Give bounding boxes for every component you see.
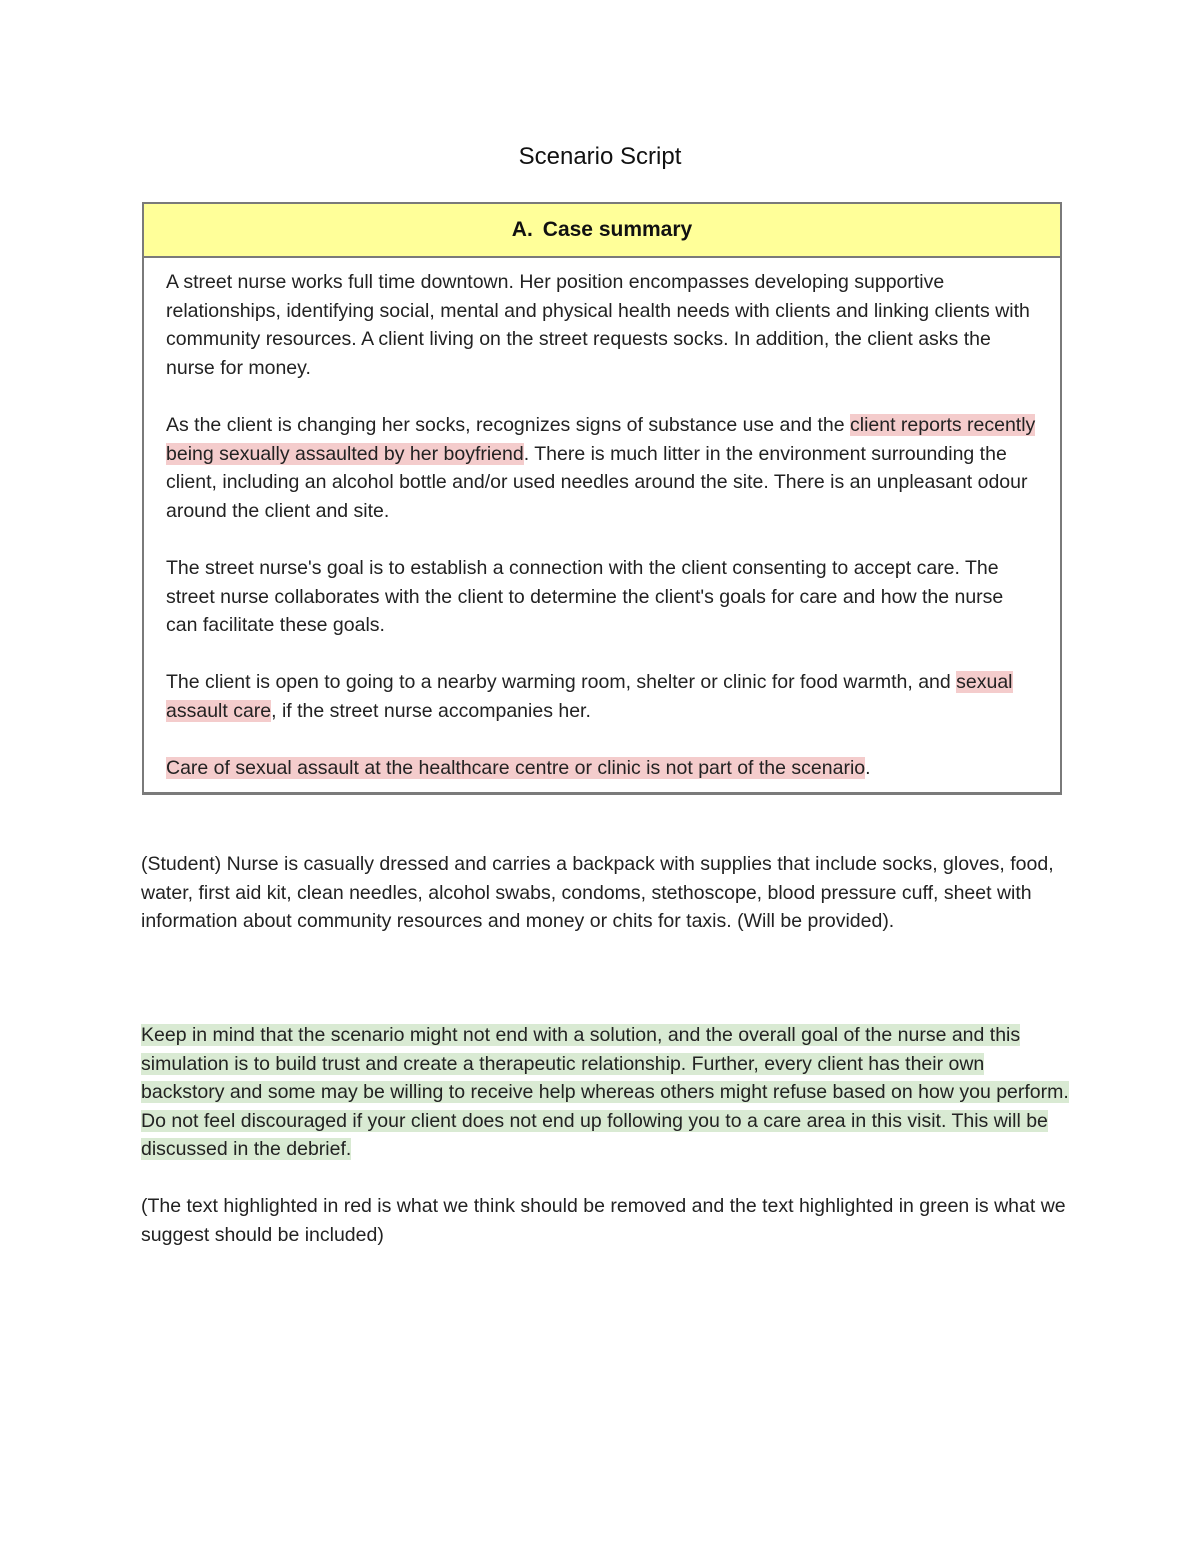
green-suggestion-paragraph — [141, 1021, 1071, 1164]
green-highlight-text: Keep in mind that the scenario might not end with a solution, and the overall goal of the nurse and this simulation is to build trust and create a therapeutic relationship. Further, every client has their own backstory and some may be willing to receive help whereas others might refuse based on how you perform. Do not feel discouraged if your client does not end up following you to a care area in this visit. This will be discussed in the debrief. — [141, 1024, 1069, 1161]
red-highlight-assault-report: client reports recently being sexually assaulted by her boyfriend — [166, 413, 1036, 465]
case-paragraph-5-text-b: . — [865, 757, 871, 780]
section-number: A. — [511, 218, 533, 241]
case-paragraph-2 — [166, 411, 1038, 525]
case-paragraph-1: A street nurse works full time downtown. Her position encompasses developing supportive relationships, identifying social, mental and physical health needs with clients and linking clients with community resources. A client living on the street requests socks. In addition, the client asks the nurse for money. — [166, 271, 1030, 379]
case-paragraph-5 — [166, 754, 1038, 783]
case-summary-body — [144, 258, 1060, 783]
case-paragraph-4-text-b: , if the street nurse accompanies her. — [271, 699, 591, 722]
red-highlight-assault-care: sexual assault care — [166, 671, 1013, 722]
case-paragraph-2-text-b: . There is much litter in the environment surrounding the client, including an alcohol bottle and/or used needles around the site. There is an unpleasant odour around the client and site. — [166, 442, 1028, 522]
case-paragraph-4 — [166, 668, 1038, 725]
case-paragraph-4-text-a: The client is open to going to a nearby warming room, shelter or clinic for food warmth, and — [166, 671, 957, 694]
page-title: Scenario Script — [518, 143, 682, 170]
case-paragraph-2-text-a: As the client is changing her socks, recognizes signs of substance use and the — [166, 413, 850, 436]
case-summary-header — [144, 204, 1060, 258]
red-highlight-scope-note: Care of sexual assault at the healthcare centre or clinic is not part of the scenario — [166, 757, 866, 780]
student-supplies-paragraph: (Student) Nurse is casually dressed and carries a backpack with supplies that include socks, gloves, food, water, first aid kit, clean needles, alcohol swabs, condoms, stethoscope, blood pressure cuff, sheet with information about community resources and money or chits for taxis. (Will be provided). — [141, 853, 1054, 933]
highlight-legend-note: (The text highlighted in red is what we think should be removed and the text highlighted in green is what we suggest should be included) — [141, 1195, 1066, 1246]
case-summary-table — [142, 202, 1062, 795]
case-paragraph-3: The street nurse's goal is to establish a connection with the client consenting to accept care. The street nurse collaborates with the client to determine the client's goals for care and how the nurse can facilitate these goals. — [166, 556, 1004, 637]
section-heading: Case summary — [542, 218, 693, 241]
